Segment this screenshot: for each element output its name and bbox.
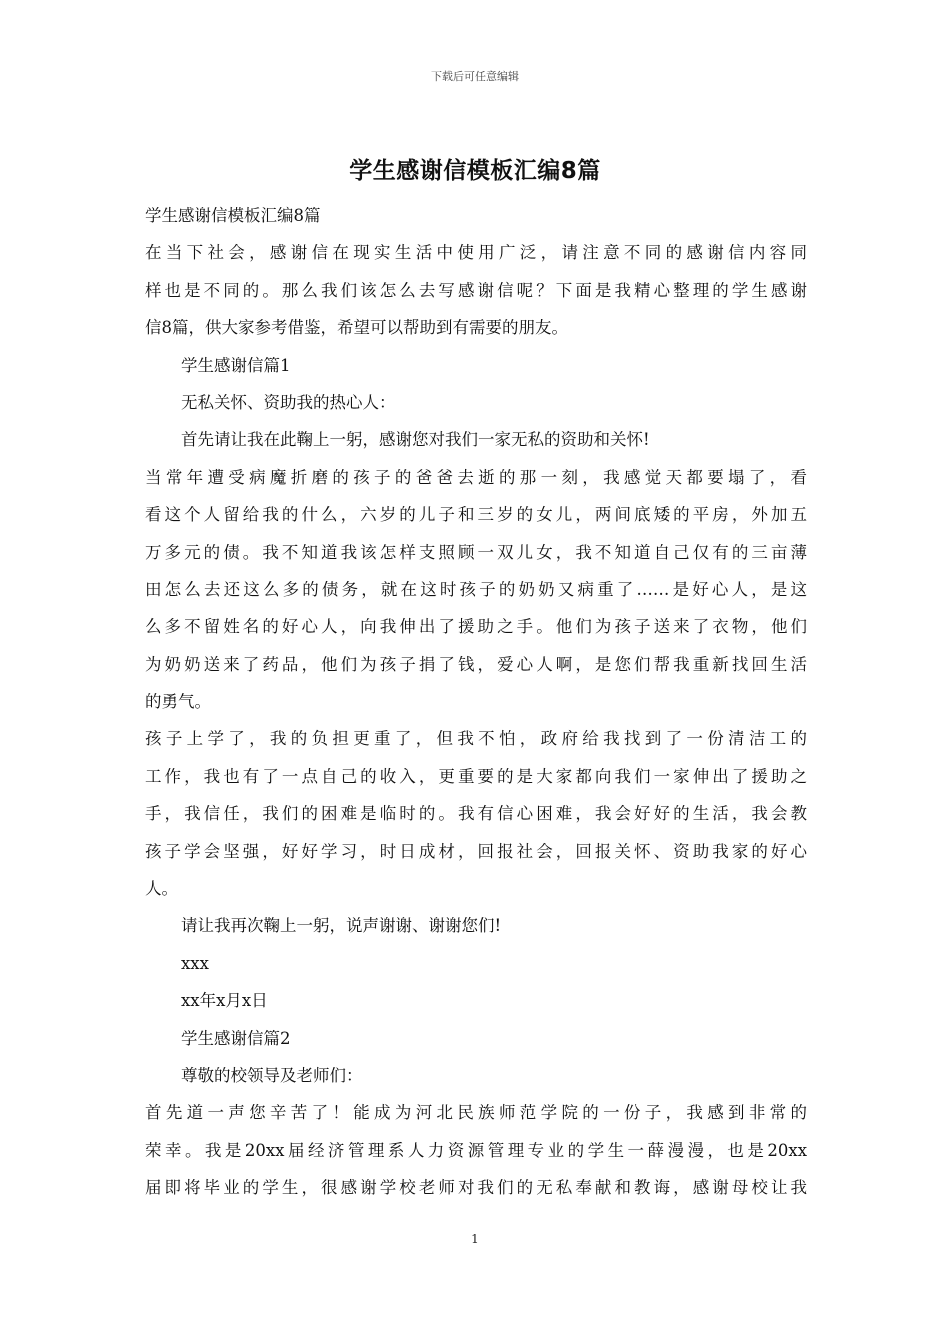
page-number: 1: [471, 1232, 479, 1246]
text-line: 届即将毕业的学生，很感谢学校老师对我们的无私奉献和教诲，感谢母校让我: [145, 1178, 807, 1198]
text-line: 孩子上学了，我的负担更重了，但我不怕，政府给我找到了一份清洁工的: [145, 729, 807, 749]
text-line: 工作，我也有了一点自己的收入，更重要的是大家都向我们一家伸出了援助之: [145, 766, 807, 786]
letter1-signature: xxx: [181, 953, 209, 973]
text-line: 么多不留姓名的好心人，向我伸出了援助之手。他们为孩子送来了衣物，他们: [145, 617, 807, 637]
letter1-date: xx年x月x日: [181, 991, 268, 1011]
text-line: 万多元的债。我不知道我该怎样支照顾一双儿女，我不知道自己仅有的三亩薄: [145, 542, 807, 562]
text-line: 信8篇，供大家参考借鉴，希望可以帮助到有需要的朋友。: [145, 318, 568, 338]
letter1-paragraph-2: [145, 459, 807, 721]
text-line: 田怎么去还这么多的债务，就在这时孩子的奶奶又病重了……是好心人，是这: [145, 579, 807, 599]
text-line: 在当下社会，感谢信在现实生活中使用广泛，请注意不同的感谢信内容同: [145, 243, 807, 263]
text-line: 当常年遭受病魔折磨的孩子的爸爸去逝的那一刻，我感觉天都要塌了，看: [145, 467, 807, 487]
text-line: 看这个人留给我的什么，六岁的儿子和三岁的女儿，两间底矮的平房，外加五: [145, 505, 807, 525]
page-title: 学生感谢信模板汇编8篇: [349, 158, 601, 184]
text-line: 为奶奶送来了药品，他们为孩子捐了钱，爱心人啊，是您们帮我重新找回生活: [145, 654, 807, 674]
text-line: 手，我信任，我们的困难是临时的。我有信心困难，我会好好的生活，我会教: [145, 804, 807, 824]
letter1-salutation: 无私关怀、资助我的热心人：: [181, 392, 396, 412]
intro-paragraph: [145, 234, 807, 346]
letter1-paragraph-1: 首先请让我在此鞠上一躬，感谢您对我们一家无私的资助和关怀!: [181, 430, 650, 450]
document-body: [145, 197, 807, 1207]
letter1-heading: 学生感谢信篇1: [181, 355, 291, 375]
text-line: 首先道一声您辛苦了！能成为河北民族师范学院的一份子，我感到非常的: [145, 1103, 807, 1123]
letter1-paragraph-4: 请让我再次鞠上一躬，说声谢谢、谢谢您们!: [181, 916, 502, 936]
text-line: 荣幸。我是20xx届经济管理系人力资源管理专业的学生一薛漫漫，也是20xx: [145, 1140, 807, 1160]
text-line: 样也是不同的。那么我们该怎么去写感谢信呢？下面是我精心整理的学生感谢: [145, 280, 807, 300]
text-line: 孩子学会坚强，好好学习，时日成材，回报社会，回报关怀、资助我家的好心: [145, 841, 807, 861]
subtitle: 学生感谢信模板汇编8篇: [145, 206, 321, 225]
header-note: 下载后可任意编辑: [431, 70, 519, 83]
letter1-paragraph-3: [145, 720, 807, 907]
text-line: 的勇气。: [145, 692, 211, 712]
letter2-heading: 学生感谢信篇2: [181, 1028, 291, 1048]
letter2-salutation: 尊敬的校领导及老师们：: [181, 1065, 363, 1085]
text-line: 人。: [145, 879, 178, 899]
letter2-paragraph-1: [145, 1094, 807, 1206]
